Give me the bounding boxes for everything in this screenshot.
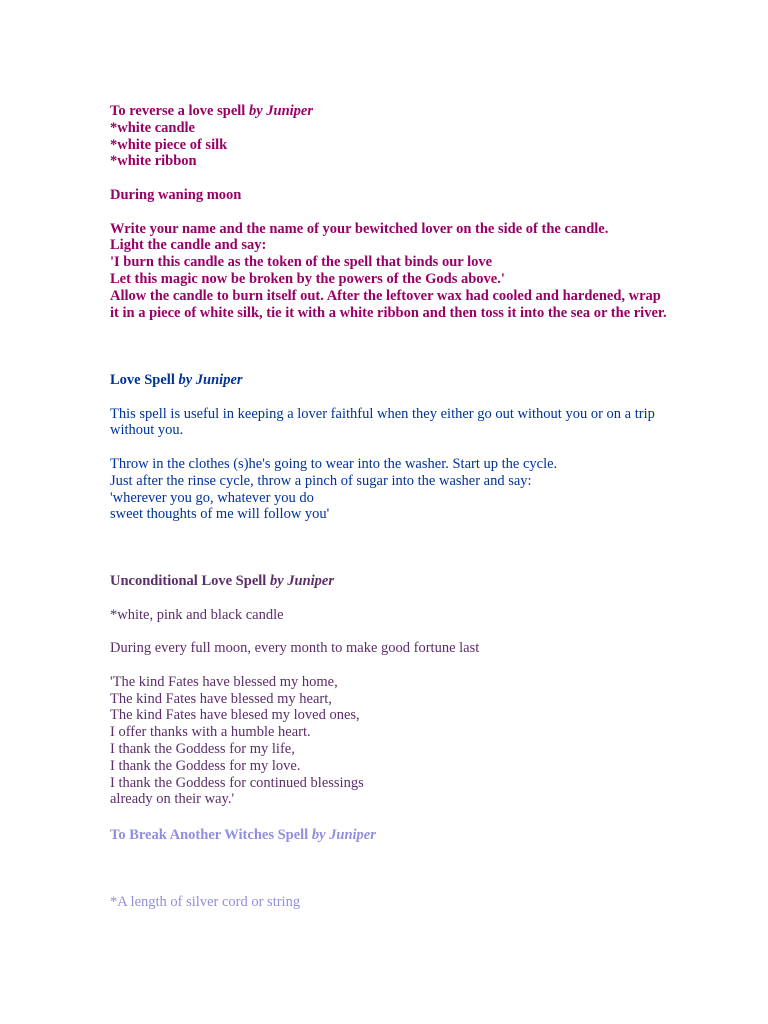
chant-line: sweet thoughts of me will follow you' xyxy=(110,506,330,523)
section-title: To reverse a love spell xyxy=(110,103,246,119)
section-byline: by Juniper xyxy=(269,573,334,589)
chant-line: I offer thanks with a humble heart. xyxy=(110,724,311,741)
chant-line: I thank the Goddess for my love. xyxy=(110,757,301,774)
section-break-spell xyxy=(110,827,670,844)
instruction-line: Just after the rinse cycle, throw a pinch of sugar into the washer and say: xyxy=(110,472,532,489)
section-title: Love Spell xyxy=(110,372,175,388)
instruction-line: Light the candle and say: xyxy=(110,237,267,254)
ingredient-item: *A length of silver cord or string xyxy=(110,894,301,910)
timing-line: During every full moon, every month to make good fortune last xyxy=(110,640,480,657)
section-title: Unconditional Love Spell xyxy=(110,573,267,589)
chant-line: I thank the Goddess for continued blessings xyxy=(110,774,364,791)
section-byline: by Juniper xyxy=(311,827,376,843)
section-break-ingredients xyxy=(110,894,670,911)
ingredient-item: *white ribbon xyxy=(110,153,197,170)
timing-line: During waning moon xyxy=(110,186,242,203)
section-byline: by Juniper xyxy=(178,372,243,388)
instruction-line: Throw in the clothes (s)he's going to wear into the washer. Start up the cycle. xyxy=(110,455,558,472)
section-title: To Break Another Witches Spell xyxy=(110,827,309,843)
section-love-spell xyxy=(110,372,670,523)
section-heading xyxy=(110,372,670,389)
chant-line: The kind Fates have blesed my loved ones, xyxy=(110,707,360,724)
ingredient-item: *white piece of silk xyxy=(110,136,228,153)
ingredient-item: *white, pink and black candle xyxy=(110,606,284,623)
section-unconditional-love-spell xyxy=(110,573,670,808)
instruction-line: Write your name and the name of your bewitched lover on the side of the candle. xyxy=(110,220,609,237)
section-heading xyxy=(110,103,670,120)
instruction-paragraph: Allow the candle to burn itself out. After the leftover wax had cooled and hardened, wrap it in a piece of white silk, tie it with a white ribbon and then toss it into the sea or the river. xyxy=(110,287,667,321)
section-heading xyxy=(110,573,670,590)
chant-line: I thank the Goddess for my life, xyxy=(110,740,295,757)
chant-line: The kind Fates have blessed my heart, xyxy=(110,690,332,707)
ingredient-item: *white candle xyxy=(110,119,195,136)
intro-paragraph: This spell is useful in keeping a lover faithful when they either go out without you or on a trip without you. xyxy=(110,405,655,439)
chant-line: 'wherever you go, whatever you do xyxy=(110,489,314,506)
chant-line: Let this magic now be broken by the powers of the Gods above.' xyxy=(110,270,505,287)
section-heading xyxy=(110,827,670,844)
section-reverse-love-spell xyxy=(110,103,670,321)
section-byline: by Juniper xyxy=(248,103,313,119)
chant-line: 'I burn this candle as the token of the spell that binds our love xyxy=(110,254,493,271)
chant-line: 'The kind Fates have blessed my home, xyxy=(110,673,338,690)
chant-line: already on their way.' xyxy=(110,791,235,808)
